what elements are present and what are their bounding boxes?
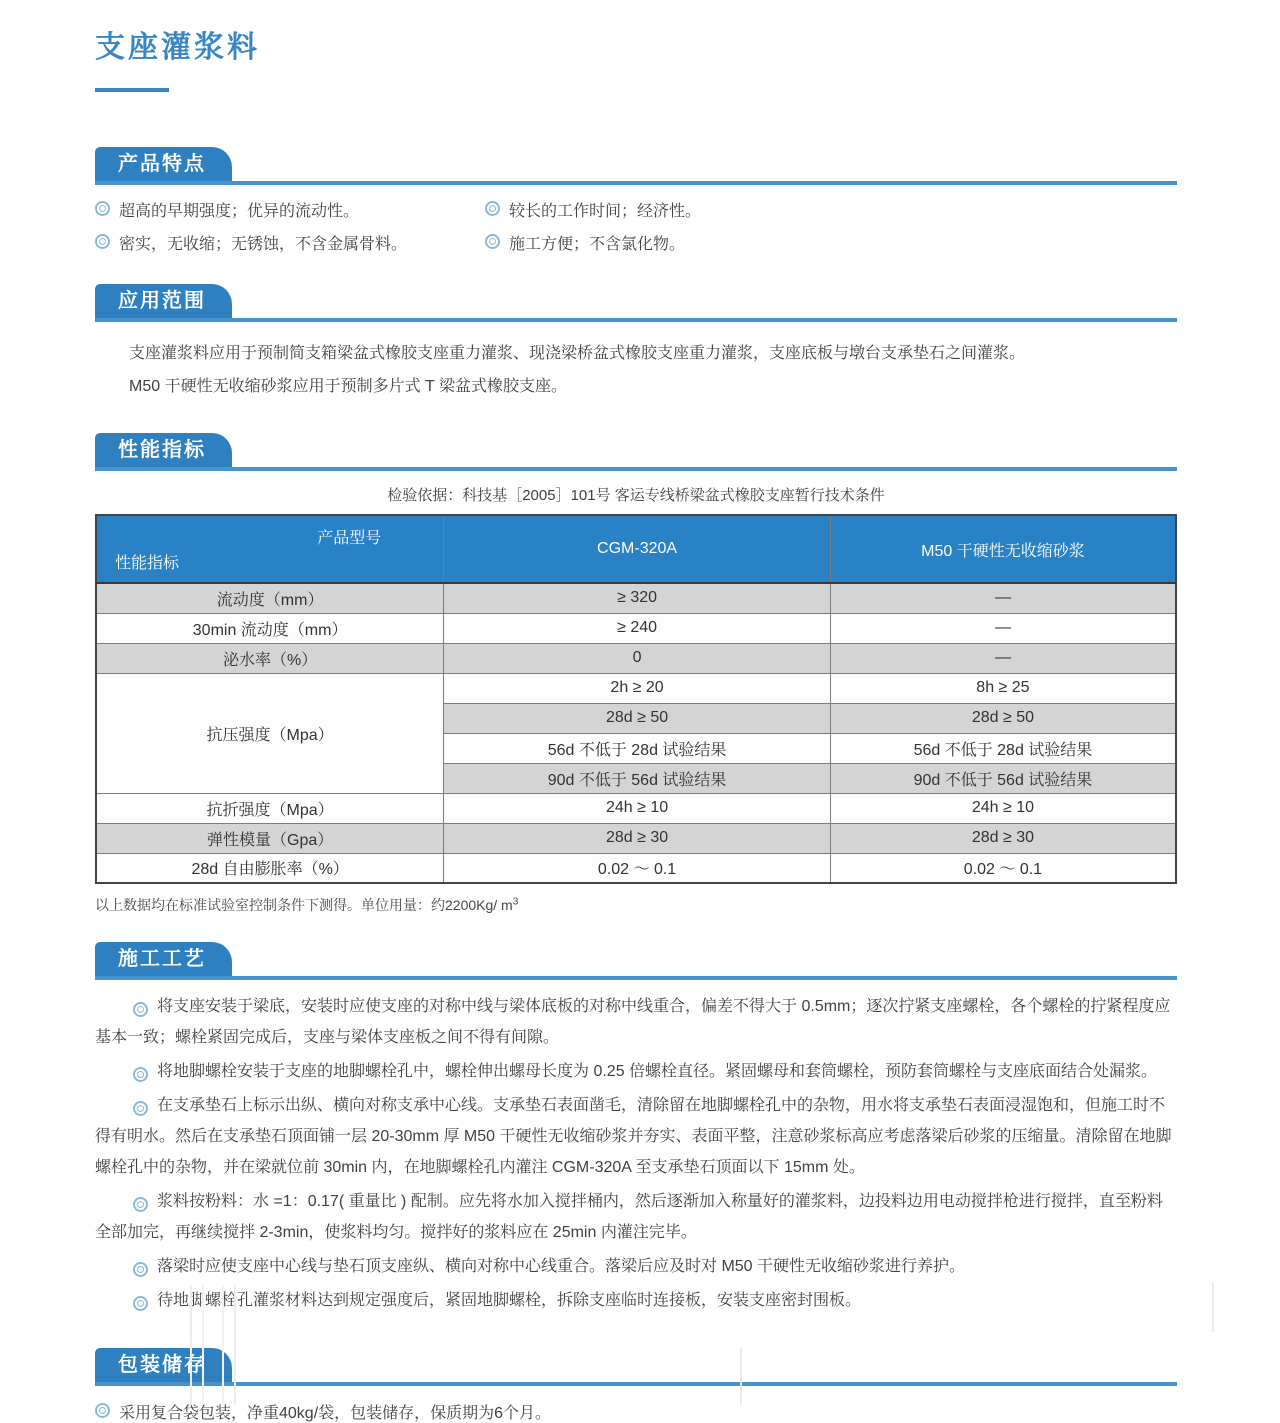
watermark-line xyxy=(1212,1282,1214,1332)
process-step-text: 将地脚螺栓安装于支座的地脚螺栓孔中，螺栓伸出螺母长度为 0.25 倍螺栓直径。紧固螺母和套筒螺栓，预防套筒螺栓与支座底面结合处漏浆。 xyxy=(157,1063,1158,1080)
process-step xyxy=(95,1285,1177,1316)
row-label: 28d 自由膨胀率（%） xyxy=(96,853,444,883)
footnote-text: 以上数据均在标准试验室控制条件下测得。单位用量：约2200Kg/ m xyxy=(95,897,513,913)
section-performance-header xyxy=(95,433,1177,471)
section-application-header xyxy=(95,284,1177,322)
page-title: 支座灌浆料 xyxy=(95,31,260,64)
cell-cgm: 56d 不低于 28d 试验结果 xyxy=(444,733,831,763)
table-row xyxy=(96,643,1176,673)
section-features xyxy=(95,147,1177,254)
cell-cgm: 28d ≥ 50 xyxy=(444,703,831,733)
list-item xyxy=(95,1400,1177,1423)
bullseye-bullet-icon xyxy=(95,201,110,216)
cell-m50: 0.02 ～ 0.1 xyxy=(830,853,1176,883)
bullseye-bullet-icon xyxy=(133,1262,148,1277)
table-row xyxy=(96,793,1176,823)
process-step xyxy=(95,1056,1177,1087)
feature-text: 密实，无收缩；无锈蚀，不含金属骨料。 xyxy=(119,236,408,253)
row-label-compressive-strength: 抗压强度（Mpa） xyxy=(96,673,444,793)
bullseye-bullet-icon xyxy=(95,1403,110,1418)
list-item xyxy=(485,198,1177,221)
section-process-tab: 施工工艺 xyxy=(95,942,232,976)
cell-cgm: ≥ 240 xyxy=(444,613,831,643)
process-step xyxy=(95,991,1177,1053)
row-label: 30min 流动度（mm） xyxy=(96,613,444,643)
test-basis-caption: 检验依据：科技基［2005］101号 客运专线桥梁盆式橡胶支座暂行技术条件 xyxy=(387,487,885,504)
bullseye-bullet-icon xyxy=(133,1002,148,1017)
section-packaging-header xyxy=(95,1348,1177,1386)
row-label: 抗折强度（Mpa） xyxy=(96,793,444,823)
section-application-tab: 应用范围 xyxy=(95,284,232,318)
column-header-cgm320a: CGM-320A xyxy=(444,515,831,583)
cell-cgm: 90d 不低于 56d 试验结果 xyxy=(444,763,831,793)
process-paragraphs xyxy=(95,991,1177,1316)
section-process-header xyxy=(95,942,1177,980)
cell-m50: — xyxy=(830,583,1176,613)
bullseye-bullet-icon xyxy=(133,1067,148,1082)
cell-cgm: 2h ≥ 20 xyxy=(444,673,831,703)
row-label: 弹性模量（Gpa） xyxy=(96,823,444,853)
cell-m50: — xyxy=(830,643,1176,673)
performance-table xyxy=(95,514,1177,884)
process-step xyxy=(95,1090,1177,1183)
cell-cgm: 28d ≥ 30 xyxy=(444,823,831,853)
column-header-m50: M50 干硬性无收缩砂浆 xyxy=(830,515,1176,583)
cell-cgm: 0 xyxy=(444,643,831,673)
footnote-superscript: 3 xyxy=(512,896,519,908)
cell-m50: — xyxy=(830,613,1176,643)
cell-m50: 90d 不低于 56d 试验结果 xyxy=(830,763,1176,793)
section-features-header xyxy=(95,147,1177,185)
feature-text: 超高的早期强度；优异的流动性。 xyxy=(119,203,360,220)
process-step xyxy=(95,1251,1177,1282)
bullseye-bullet-icon xyxy=(485,234,500,249)
feature-text: 较长的工作时间；经济性。 xyxy=(509,203,702,220)
section-process xyxy=(95,942,1177,1316)
feature-text: 施工方便；不含氯化物。 xyxy=(509,236,686,253)
cell-m50: 28d ≥ 50 xyxy=(830,703,1176,733)
cell-cgm: 0.02 ～ 0.1 xyxy=(444,853,831,883)
application-line: M50 干硬性无收缩砂浆应用于预制多片式 T 梁盆式橡胶支座。 xyxy=(129,378,567,395)
section-features-tab: 产品特点 xyxy=(95,147,232,181)
process-step-text: 将支座安装于梁底，安装时应使支座的对称中线与梁体底板的对称中线重合，偏差不得大于 0.5mm；逐次拧紧支座螺栓，各个螺栓的拧紧程度应基本一致；螺栓紧固完成后，支座与梁体支座板之间不得有间隙。 xyxy=(95,998,1171,1046)
packaging-text: 采用复合袋包装，净重40kg/袋，包装储存，保质期为6个月。 xyxy=(119,1405,552,1422)
list-item xyxy=(95,231,485,254)
section-application xyxy=(95,284,1177,403)
cell-cgm: ≥ 320 xyxy=(444,583,831,613)
table-row xyxy=(96,673,1176,703)
section-performance xyxy=(95,433,1177,915)
corner-label-product-model: 产品型号 xyxy=(317,530,382,547)
application-text xyxy=(95,337,1177,403)
bullseye-bullet-icon xyxy=(133,1101,148,1116)
list-item xyxy=(485,231,1177,254)
bullseye-bullet-icon xyxy=(485,201,500,216)
table-header-row xyxy=(96,515,1176,583)
application-line: 支座灌浆料应用于预制简支箱梁盆式橡胶支座重力灌浆、现浇梁桥盆式橡胶支座重力灌浆，支座底板与墩台支承垫石之间灌浆。 xyxy=(129,345,1026,362)
row-label: 泌水率（%） xyxy=(96,643,444,673)
table-footnote xyxy=(95,895,1177,915)
section-performance-tab: 性能指标 xyxy=(95,433,232,467)
process-step-text: 浆料按粉料：水 =1：0.17( 重量比 ) 配制。应先将水加入搅拌桶内，然后逐渐加入称量好的灌浆料，边投料边用电动搅拌枪进行搅拌，直至粉料全部加完，再继续搅拌 2-3min，使浆料均匀。搅拌好的浆料应在 25min 内灌注完毕。 xyxy=(95,1193,1163,1241)
packaging-list xyxy=(95,1400,1177,1423)
process-step-text: 待地脚螺栓孔灌浆材料达到规定强度后，紧固地脚螺栓，拆除支座临时连接板，安装支座密封围板。 xyxy=(157,1292,862,1309)
list-item xyxy=(95,198,485,221)
section-packaging-tab: 包装储存 xyxy=(95,1348,232,1382)
table-row xyxy=(96,613,1176,643)
section-packaging xyxy=(95,1348,1177,1423)
process-step xyxy=(95,1186,1177,1248)
cell-cgm: 24h ≥ 10 xyxy=(444,793,831,823)
bullseye-bullet-icon xyxy=(133,1197,148,1212)
cell-m50: 8h ≥ 25 xyxy=(830,673,1176,703)
table-row xyxy=(96,823,1176,853)
table-row xyxy=(96,853,1176,883)
title-underline-dash xyxy=(95,88,169,92)
cell-m50: 56d 不低于 28d 试验结果 xyxy=(830,733,1176,763)
table-row xyxy=(96,583,1176,613)
row-label: 流动度（mm） xyxy=(96,583,444,613)
process-step-text: 落梁时应使支座中心线与垫石顶支座纵、横向对称中心线重合。落梁后应及时对 M50 干硬性无收缩砂浆进行养护。 xyxy=(157,1258,966,1275)
features-list xyxy=(95,198,1177,254)
bullseye-bullet-icon xyxy=(133,1296,148,1311)
bullseye-bullet-icon xyxy=(95,234,110,249)
cell-m50: 24h ≥ 10 xyxy=(830,793,1176,823)
table-corner-cell xyxy=(96,515,444,583)
cell-m50: 28d ≥ 30 xyxy=(830,823,1176,853)
process-step-text: 在支承垫石上标示出纵、横向对称支承中心线。支承垫石表面凿毛，清除留在地脚螺栓孔中的杂物，用水将支承垫石表面浸湿饱和，但施工时不得有明水。然后在支承垫石顶面铺一层 20-30mm 厚 M50 干硬性无收缩砂浆并夯实、表面平整，注意砂浆标高应考虑落梁后砂浆的压缩量。清除留在地脚螺栓孔中的杂物，并在梁就位前 30min 内，在地脚螺栓孔内灌注 CGM-320A 至支承垫石顶面以下 15mm 处。 xyxy=(95,1097,1172,1176)
corner-label-performance-index: 性能指标 xyxy=(115,555,180,572)
